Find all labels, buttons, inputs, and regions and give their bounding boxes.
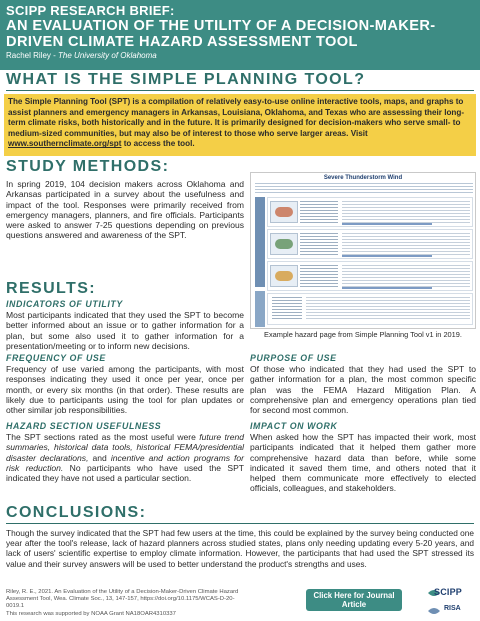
conclusions-heading-rule xyxy=(6,523,474,524)
frequency-text: Frequency of use varied among the participants, with most responses indicating they used it once per year, once per month, or every six months (in that order). These results are likely due to participants using the tool for plan updates or other similar job responsibilities. xyxy=(6,364,244,416)
figure-caption: Example hazard page from Simple Planning Tool v1 in 2019. xyxy=(264,330,462,339)
purpose-text: Of those who indicated that they had used the SPT to gather information for a plan, the most common specific plan was the FEMA Hazard Mitigation Plan. A comprehensive plan and emergency operations plan tied for second most common. xyxy=(250,364,476,416)
figure-row-label xyxy=(300,233,338,255)
impact-text: When asked how the SPT has impacted their work, most participants indicated that it helped them gather more comprehensive hazard data than before, while some indicated it saved them time, and others noted that it helped them communicate more effectively to elected officials, colleagues, and stakeholders. xyxy=(250,432,476,494)
brief-title: AN EVALUATION OF THE UTILITY OF A DECISION-MAKER-DRIVEN CLIMATE HAZARD ASSESSMENT TOOL xyxy=(6,18,436,50)
figure-row-link xyxy=(342,287,432,289)
conclusions-heading: CONCLUSIONS: xyxy=(6,504,147,521)
hazard-text-italic-2: incentive and action programs for risk reduction. xyxy=(6,452,245,473)
results-heading: RESULTS: xyxy=(6,280,97,297)
figure-row xyxy=(267,229,473,259)
figure-row-link xyxy=(342,255,432,257)
example-hazard-figure xyxy=(250,172,476,329)
figure-row-description xyxy=(342,265,470,287)
logo-risa-text: RISA xyxy=(444,605,461,612)
author-name: Rachel Riley - xyxy=(6,51,56,60)
methods-heading: STUDY METHODS: xyxy=(6,158,170,175)
figure-sidebar-historical xyxy=(255,197,265,287)
footer-citation-block xyxy=(6,589,246,618)
journal-article-button[interactable]: Click Here for Journal Article xyxy=(306,589,402,611)
figure-row-label xyxy=(300,265,338,287)
hazard-text-3: No participants who have used the SPT indicated they have not used a particular section. xyxy=(6,462,245,484)
author-line xyxy=(6,51,474,60)
figure-map-thumbnail xyxy=(270,233,298,255)
header-banner xyxy=(0,0,480,70)
methods-text: In spring 2019, 104 decision makers across Oklahoma and Arkansas participated in a survey about the usefulness and impact of the tool. Responses were primarily received from emergency managers, planners, and fire officials. Participants were asked to answer 7-25 questions depending on previous questions answered and awareness of the SPT. xyxy=(6,179,244,241)
footer-funding: This research was supported by NOAA Grant NA18OAR4310337 xyxy=(6,610,176,617)
spt-link[interactable]: www.southernclimate.org/spt xyxy=(8,139,122,149)
hazard-text-1: The SPT sections rated as the most useful were xyxy=(6,432,200,442)
figure-map-thumbnail xyxy=(270,201,298,223)
hazard-text-2: and xyxy=(88,452,111,463)
figure-row-label xyxy=(300,201,338,223)
spt-intro-box xyxy=(4,94,476,156)
figure-inner-title: Severe Thunderstorm Wind xyxy=(323,175,403,181)
hazard-heading: HAZARD SECTION USEFULNESS xyxy=(6,421,162,431)
conclusions-text: Though the survey indicated that the SPT had few users at the time, this could be explained by the survey being conducted one year after the tool's release, lack of hazard planners across studied states, plans only needing updating every 5-20 years, and lack of users' scientific expertise to employ climate information. However, the participants that had used the SPT stressed its value and their survey answers will be used to better understand the product's strengths and uses. xyxy=(6,528,474,569)
spt-intro-tail: to access the tool. xyxy=(121,139,195,149)
impact-heading: IMPACT ON WORK xyxy=(250,421,338,431)
frequency-heading: FREQUENCY OF USE xyxy=(6,353,106,363)
brief-kicker: SCIPP RESEARCH BRIEF: xyxy=(6,3,175,18)
figure-row-label xyxy=(272,297,302,319)
figure-map-thumbnail xyxy=(270,265,298,287)
figure-row xyxy=(267,261,473,291)
spt-heading-rule xyxy=(6,90,474,91)
hazard-text xyxy=(6,432,244,483)
figure-row-description xyxy=(306,297,470,319)
scipp-risa-logo xyxy=(426,585,474,619)
figure-row-description xyxy=(342,201,470,223)
figure-intro-lines xyxy=(255,183,473,193)
figure-sidebar-future xyxy=(255,291,265,327)
spt-heading: WHAT IS THE SIMPLE PLANNING TOOL? xyxy=(6,71,366,88)
figure-row-description xyxy=(342,233,470,255)
logo-scipp-text: SCIPP xyxy=(434,587,463,597)
purpose-heading: PURPOSE OF USE xyxy=(250,353,337,363)
indicators-heading: INDICATORS OF UTILITY xyxy=(6,299,123,309)
figure-row xyxy=(267,293,473,325)
hazard-text-italic: future trend summaries, historical data tools, historical FEMA/presidential disaster declarations, xyxy=(6,432,244,463)
footer-citation: Riley, R. E., 2021. An Evaluation of the Utility of a Decision-Maker-Driven Climate Hazard Assessment Tool, Wea. Climate Soc., 13, 147-157, https://doi.org/10.1175/WCAS-D-20-0019.1 xyxy=(6,589,239,610)
author-institution: The University of Oklahoma xyxy=(58,51,157,60)
spt-intro-text: The Simple Planning Tool (SPT) is a compilation of relatively easy-to-use online interactive tools, maps, and graphs to assist planners and emergency managers in Arkansas, Louisiana, Oklahoma, and Texas who are assessing their long-term climate risks, both historically and in the future. It is primarily designed for decision-makers who serve small- to medium-sized communities, but may also be of interest to those who serve larger areas. Visit xyxy=(8,97,465,138)
figure-row xyxy=(267,197,473,227)
indicators-text: Most participants indicated that they used the SPT to become better informed about an issue or to gather information for a plan, but some also used it to gather information for a presentation/meeting or to inform new decisions. xyxy=(6,310,244,351)
figure-row-link xyxy=(342,223,432,225)
